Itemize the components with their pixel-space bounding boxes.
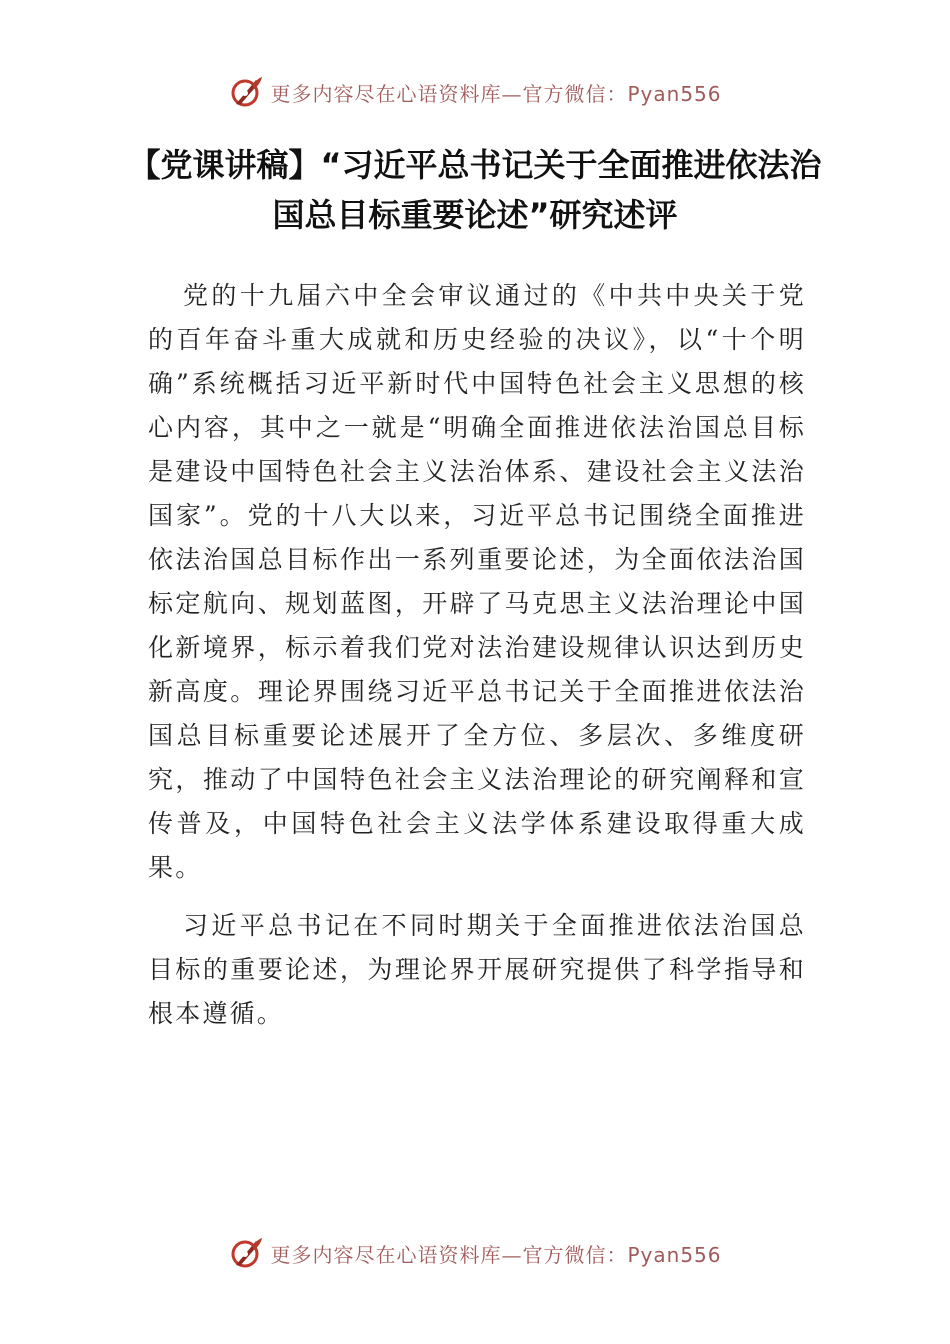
document-title: 【党课讲稿】“习近平总书记关于全面推进依法治国总目标重要论述”研究述评 bbox=[128, 146, 822, 234]
header-wechat-id: Pyan556 bbox=[627, 81, 722, 106]
header-banner bbox=[0, 72, 950, 112]
body-paragraph-2: 习近平总书记在不同时期关于全面推进依法治国总目标的重要论述，为理论界开展研究提供了科学指导和根本遵循。 bbox=[148, 911, 806, 1028]
document-body bbox=[148, 274, 806, 1050]
footer-banner bbox=[0, 1233, 950, 1273]
quill-pen-logo-icon bbox=[228, 1235, 264, 1271]
body-paragraph-1: 党的十九届六中全会审议通过的《中共中央关于党的百年奋斗重大成就和历史经验的决议》，以“十个明确”系统概括习近平新时代中国特色社会主义思想的核心内容，其中之一就是“明确全面推进依法治国总目标是建设中国特色社会主义法治体系、建设社会主义法治国家”。党的十八大以来，习近平总书记围绕全面推进依法治国总目标作出一系列重要论述，为全面依法治国标定航向、规划蓝图，开辟了马克思主义法治理论中国化新境界，标示着我们党对法治建设规律认识达到历史新高度。理论界围绕习近平总书记关于全面推进依法治国总目标重要论述展开了全方位、多层次、多维度研究，推动了中国特色社会主义法治理论的研究阐释和宣传普及，中国特色社会主义法学体系建设取得重大成果。 bbox=[148, 281, 806, 882]
footer-wechat-id: Pyan556 bbox=[627, 1242, 722, 1267]
header-banner-text: 更多内容尽在心语资料库—官方微信： bbox=[270, 81, 628, 106]
footer-banner-text: 更多内容尽在心语资料库—官方微信： bbox=[270, 1242, 628, 1267]
quill-pen-logo-icon bbox=[228, 74, 264, 110]
